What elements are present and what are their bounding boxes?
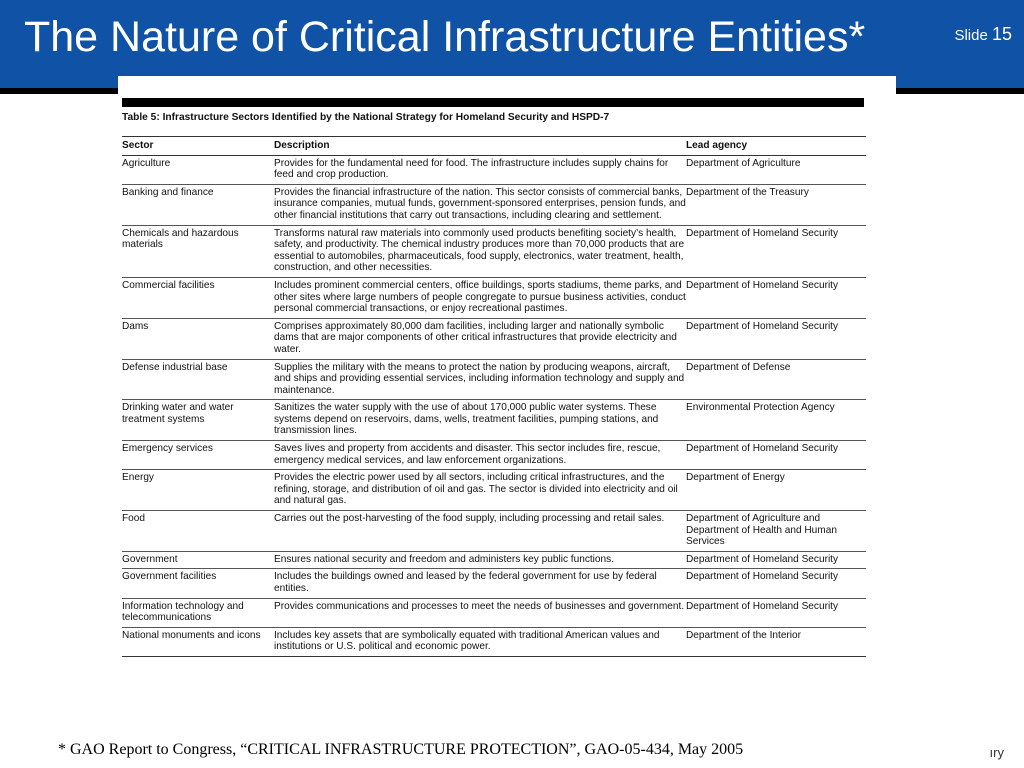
lead-agency-cell: Department of Homeland Security [686, 318, 866, 359]
sector-cell: Defense industrial base [122, 359, 274, 400]
header-sector: Sector [122, 137, 274, 156]
description-cell: Includes key assets that are symbolically equated with traditional American values and institutions or U.S. political and economic power. [274, 627, 686, 656]
sector-cell: Banking and finance [122, 184, 274, 225]
table-row [122, 551, 866, 569]
description-cell: Transforms natural raw materials into commonly used products benefiting society’s health, safety, and productivity. The chemical industry produces more than 70,000 products that are essential to automobiles, pharmaceuticals, food supply, electronics, water treatment, health, construction, and other necessities. [274, 225, 686, 277]
description-cell: Saves lives and property from accidents and disaster. This sector includes fire, rescue, emergency medical services, and law enforcement organizations. [274, 441, 686, 470]
sector-cell: Chemicals and hazardous materials [122, 225, 274, 277]
table-header-row [122, 137, 866, 156]
description-cell: Comprises approximately 80,000 dam facilities, including larger and nationally symbolic dams that are major components of other critical infrastructures that provide electricity and water. [274, 318, 686, 359]
header-lead-agency: Lead agency [686, 137, 866, 156]
lead-agency-cell: Department of Agriculture and Department of Health and Human Services [686, 511, 866, 552]
description-cell: Includes prominent commercial centers, office buildings, sports stadiums, theme parks, and other sites where large numbers of people congregate to pursue business activities, conduct personal commercial transactions, or enjoy recreational pastimes. [274, 277, 686, 318]
description-cell: Includes the buildings owned and leased by the federal government for use by federal entities. [274, 569, 686, 598]
lead-agency-cell: Department of Homeland Security [686, 441, 866, 470]
lead-agency-cell: Environmental Protection Agency [686, 400, 866, 441]
description-cell: Sanitizes the water supply with the use of about 170,000 public water systems. These systems depend on reservoirs, dams, wells, treatment facilities, pumping stations, and transmission lines. [274, 400, 686, 441]
description-cell: Provides the financial infrastructure of the nation. This sector consists of commercial banks, insurance companies, mutual funds, government-sponsored enterprises, pension funds, and other financial institutions that carry out transactions, including clearing and settlement. [274, 184, 686, 225]
slide-number [954, 24, 1012, 45]
sector-cell: Government facilities [122, 569, 274, 598]
slide-label: Slide [954, 27, 988, 44]
table-row [122, 598, 866, 627]
sector-cell: Commercial facilities [122, 277, 274, 318]
table-panel [118, 76, 896, 730]
lead-agency-cell: Department of Agriculture [686, 155, 866, 184]
sector-cell: Agriculture [122, 155, 274, 184]
table-row [122, 569, 866, 598]
sector-cell: Drinking water and water treatment systems [122, 400, 274, 441]
slide-number-value: 15 [991, 24, 1012, 44]
sector-cell: Dams [122, 318, 274, 359]
sector-cell: Emergency services [122, 441, 274, 470]
table-row [122, 318, 866, 359]
description-cell: Provides the electric power used by all sectors, including critical infrastructures, and the refining, storage, and distribution of oil and gas. The sector is divided into electricity and oil and natural gas. [274, 470, 686, 511]
table-row [122, 470, 866, 511]
description-cell: Provides communications and processes to meet the needs of businesses and government. [274, 598, 686, 627]
table-row [122, 400, 866, 441]
table-row [122, 277, 866, 318]
lead-agency-cell: Department of the Interior [686, 627, 866, 656]
description-cell: Carries out the post-harvesting of the food supply, including processing and retail sales. [274, 511, 686, 552]
lead-agency-cell: Department of Energy [686, 470, 866, 511]
table-row [122, 627, 866, 656]
table-row [122, 225, 866, 277]
table-row [122, 184, 866, 225]
sector-cell: Government [122, 551, 274, 569]
lead-agency-cell: Department of Homeland Security [686, 277, 866, 318]
lead-agency-cell: Department of Homeland Security [686, 569, 866, 598]
description-cell: Supplies the military with the means to protect the nation by producing weapons, aircraft, and ships and providing essential services, including information technology and supply and maintenance. [274, 359, 686, 400]
lead-agency-cell: Department of Homeland Security [686, 598, 866, 627]
table-row [122, 441, 866, 470]
sector-cell: National monuments and icons [122, 627, 274, 656]
sectors-table [122, 136, 866, 657]
lead-agency-cell: Department of Homeland Security [686, 225, 866, 277]
table-body [122, 155, 866, 656]
header-description: Description [274, 137, 686, 156]
footnote: * GAO Report to Congress, “CRITICAL INFRASTRUCTURE PROTECTION”, GAO-05-434, May 2005 [58, 741, 744, 758]
footer-fragment: ıry [989, 745, 1004, 760]
description-cell: Ensures national security and freedom and administers key public functions. [274, 551, 686, 569]
sector-cell: Information technology and telecommunications [122, 598, 274, 627]
lead-agency-cell: Department of the Treasury [686, 184, 866, 225]
table-row [122, 359, 866, 400]
table-row [122, 511, 866, 552]
table-title: Table 5: Infrastructure Sectors Identified by the National Strategy for Homeland Security and HSPD-7 [122, 112, 610, 123]
sector-cell: Food [122, 511, 274, 552]
sector-cell: Energy [122, 470, 274, 511]
description-cell: Provides for the fundamental need for food. The infrastructure includes supply chains for feed and crop production. [274, 155, 686, 184]
table-top-bar [122, 98, 864, 107]
lead-agency-cell: Department of Defense [686, 359, 866, 400]
slide-title: The Nature of Critical Infrastructure Entities* [24, 13, 866, 61]
table-row [122, 155, 866, 184]
lead-agency-cell: Department of Homeland Security [686, 551, 866, 569]
